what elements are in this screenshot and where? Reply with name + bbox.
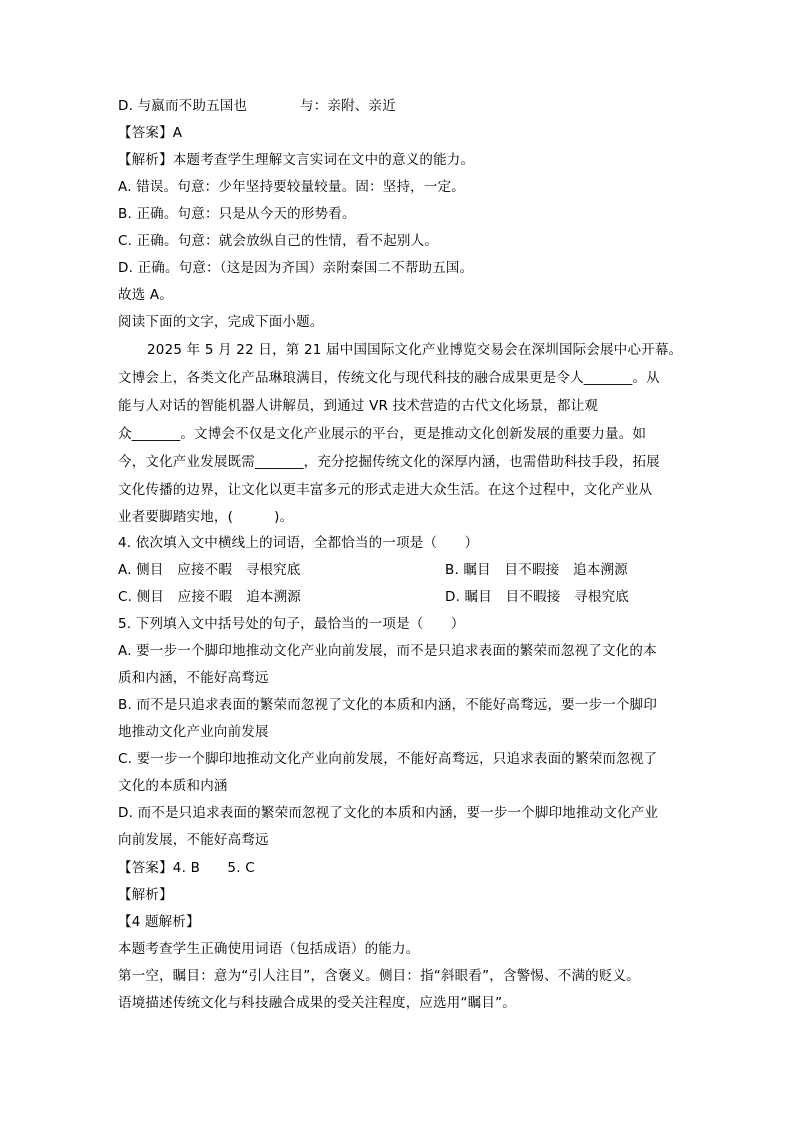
analysis-text: 本题考查学生正确使用词语（包括成语）的能力。 <box>118 941 420 957</box>
passage-line: 文化传播的边界，让文化以更丰富多元的形式走进大众生活。在这个过程中，文化产业从 <box>118 482 653 498</box>
q5-option-a: A. 要一步一个脚印地推动文化产业向前发展，而不是只追求表面的繁荣而忽视了文化的本 <box>118 643 657 659</box>
analysis-d: D. 正确。句意：（这是因为齐国）亲附秦国二不帮助五国。 <box>118 260 474 276</box>
analysis-text: 语境描述传统文化与科技融合成果的受关注程度，应选用“瞩目”。 <box>118 995 516 1011</box>
q4-option-b: B. 瞩目 目不暇接 追本溯源 <box>445 562 628 578</box>
q4-analysis-heading: 【4 题解析】 <box>118 914 200 930</box>
q5-option-d-cont: 向前发展，不能好高骛远 <box>118 832 269 848</box>
passage-line: 2025 年 5 月 22 日，第 21 届中国国际文化产业博览交易会在深圳国际会展中心开幕。 <box>147 342 683 358</box>
question-5: 5. 下列填入文中括号处的句子，最恰当的一项是（ ） <box>118 616 465 632</box>
reading-instruction: 阅读下面的文字，完成下面小题。 <box>118 314 324 330</box>
passage-line: 今，文化产业发展既需_______，充分挖掘传统文化的深厚内涵，也需借助科技手段，拓展 <box>118 454 660 470</box>
analysis-text: 第一空，瞩目：意为“引人注目”，含褒义。侧目：指“斜眼看”，含警惕、不满的贬义。 <box>118 968 640 984</box>
q4-option-d: D. 瞩目 目不暇接 寻根究底 <box>445 589 629 605</box>
choice-conclusion: 故选 A。 <box>118 287 174 303</box>
passage-line: 能与人对话的智能机器人讲解员，到通过 VR 技术营造的古代文化场景，都让观 <box>118 398 599 414</box>
option-d-line: D. 与嬴而不助五国也 <box>118 98 248 114</box>
question-4: 4. 依次填入文中横线上的词语，全都恰当的一项是（ ） <box>118 535 479 551</box>
passage-line: 文博会上，各类文化产品琳琅满目，传统文化与现代科技的融合成果更是令人_______。从 <box>118 370 660 386</box>
q5-option-b-cont: 地推动文化产业向前发展 <box>118 724 269 740</box>
analysis-a: A. 错误。句意：少年坚持要较量较量。固：坚持，一定。 <box>118 179 465 195</box>
q5-option-d: D. 而不是只追求表面的繁荣而忽视了文化的本质和内涵，要一步一个脚印地推动文化产业 <box>118 805 659 821</box>
q5-option-c-cont: 文化的本质和内涵 <box>118 778 228 794</box>
passage-line: 业者要脚踏实地，( )。 <box>118 509 294 525</box>
answer-line: 【答案】A <box>118 125 183 141</box>
option-d-gloss: 与：亲附、亲近 <box>300 98 396 114</box>
analysis-c: C. 正确。句意：就会放纵自己的性情，看不起别人。 <box>118 233 439 249</box>
q5-option-c: C. 要一步一个脚印地推动文化产业向前发展，不能好高骛远，只追求表面的繁荣而忽视了 <box>118 751 658 767</box>
analysis-line: 【解析】本题考查学生理解文言实词在文中的意义的能力。 <box>118 152 475 168</box>
passage-line: 众_______。文博会不仅是文化产业展示的平台，更是推动文化创新发展的重要力量。如 <box>118 426 647 442</box>
q4-option-a: A. 侧目 应接不暇 寻根究底 <box>118 562 301 578</box>
answer-line: 【答案】4. B 5. C <box>118 860 255 876</box>
q5-option-a-cont: 质和内涵，不能好高骛远 <box>118 670 269 686</box>
q5-option-b: B. 而不是只追求表面的繁荣而忽视了文化的本质和内涵，不能好高骛远，要一步一个脚印 <box>118 697 658 713</box>
analysis-b: B. 正确。句意：只是从今天的形势看。 <box>118 206 356 222</box>
q4-option-c: C. 侧目 应接不暇 追本溯源 <box>118 589 302 605</box>
analysis-heading: 【解析】 <box>118 887 173 903</box>
